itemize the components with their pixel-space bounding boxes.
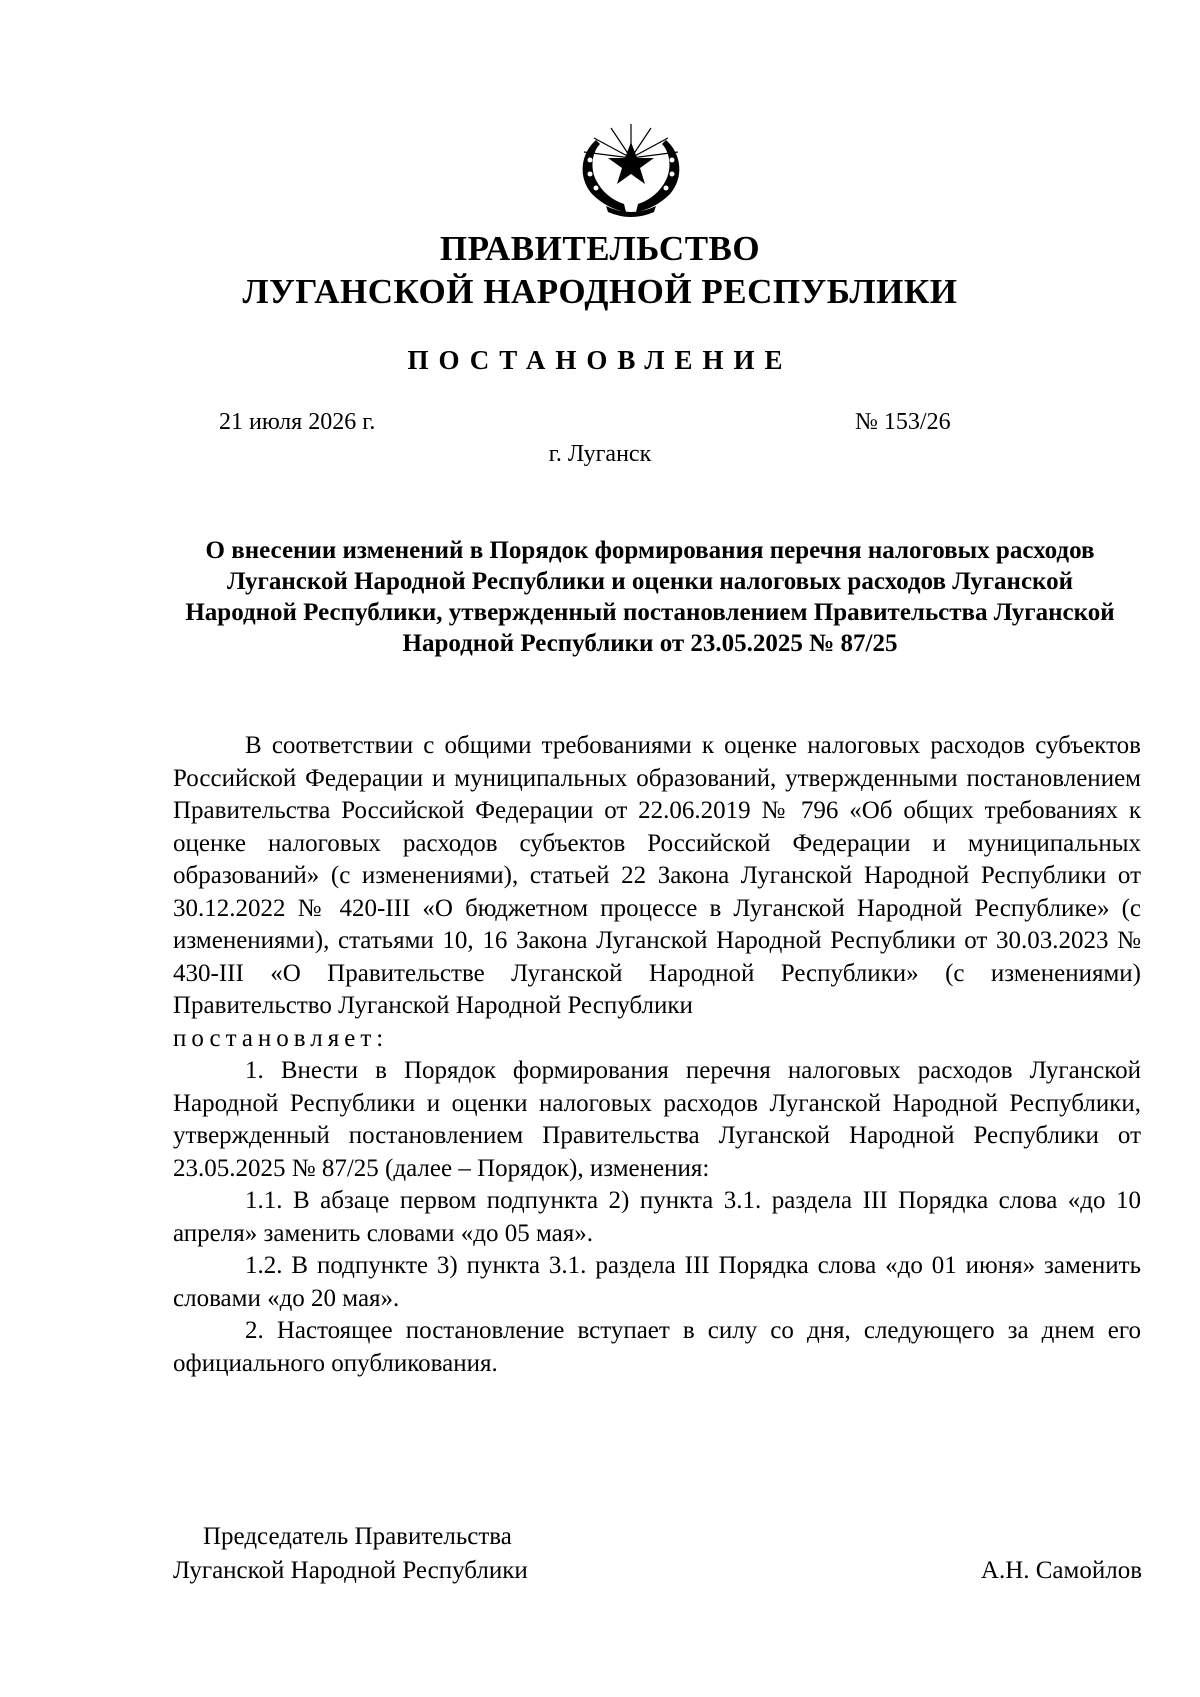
signature-position-line2: Луганской Народной Республики [173,1557,528,1584]
paragraph-1-1: 1.1. В абзаце первом подпункта 2) пункта 3.1. раздела III Порядка слова «до 10 апреля» заменить словами «до 05 мая». [173,1187,1141,1247]
organization-name-line2: ЛУГАНСКОЙ НАРОДНОЙ РЕСПУБЛИКИ [242,272,958,311]
document-body [173,730,1141,1380]
paragraph-2: 2. Настоящее постановление вступает в силу со дня, следующего за днем его официального опубликования. [173,1317,1141,1377]
signature-position [173,1520,528,1588]
document-date: 21 июля 2026 г. [219,409,376,435]
organization-name-line1: ПРАВИТЕЛЬСТВО [439,229,761,268]
document-type: ПОСТАНОВЛЕНИЕ [407,345,793,375]
document-title: О внесении изменений в Порядок формирования перечня налоговых расходов Луганской Народной Республики и оценки налоговых расходов Луганской Народной Республики, утвержденный постановлением Правительства Луганской Народной Республики от 23.05.2025 № 87/25 [185,537,1115,657]
document-number: № 153/26 [855,409,951,435]
coat-of-arms-icon [566,120,696,220]
preamble-paragraph: В соответствии с общими требованиями к оценке налоговых расходов субъектов Российской Федерации и муниципальных образований, утвержденными постановлением Правительства Российской Федерации от 22.06.2019 № 796 «Об общих требованиях к оценке налоговых расходов субъектов Российской Федерации и муниципальных образований» (с изменениями), статьей 22 Закона Луганской Народной Республики от 30.12.2022 № 420-III «О бюджетном процессе в Луганской Народной Республике» (с изменениями), статьями 10, 16 Закона Луганской Народной Республики от 30.03.2023 № 430-III «О Правительстве Луганской Народной Республики» (с изменениями) Правительство Луганской Народной Республики [173,732,1141,1019]
signature-name: А.Н. Самойлов [980,1557,1142,1584]
paragraph-1-2: 1.2. В подпункте 3) пункта 3.1. раздела III Порядка слова «до 01 июня» заменить словами «до 20 мая». [173,1252,1141,1312]
paragraph-1: 1. Внести в Порядок формирования перечня налоговых расходов Луганской Народной Республики и оценки налоговых расходов Луганской Народной Республики, утвержденный постановлением Правительства Луганской Народной Республики от 23.05.2025 № 87/25 (далее – Порядок), изменения: [173,1057,1141,1182]
resolves-word: постановляет: [173,1024,389,1052]
signature-position-line1: Председатель Правительства [203,1523,512,1550]
document-city: г. Луганск [548,441,652,467]
